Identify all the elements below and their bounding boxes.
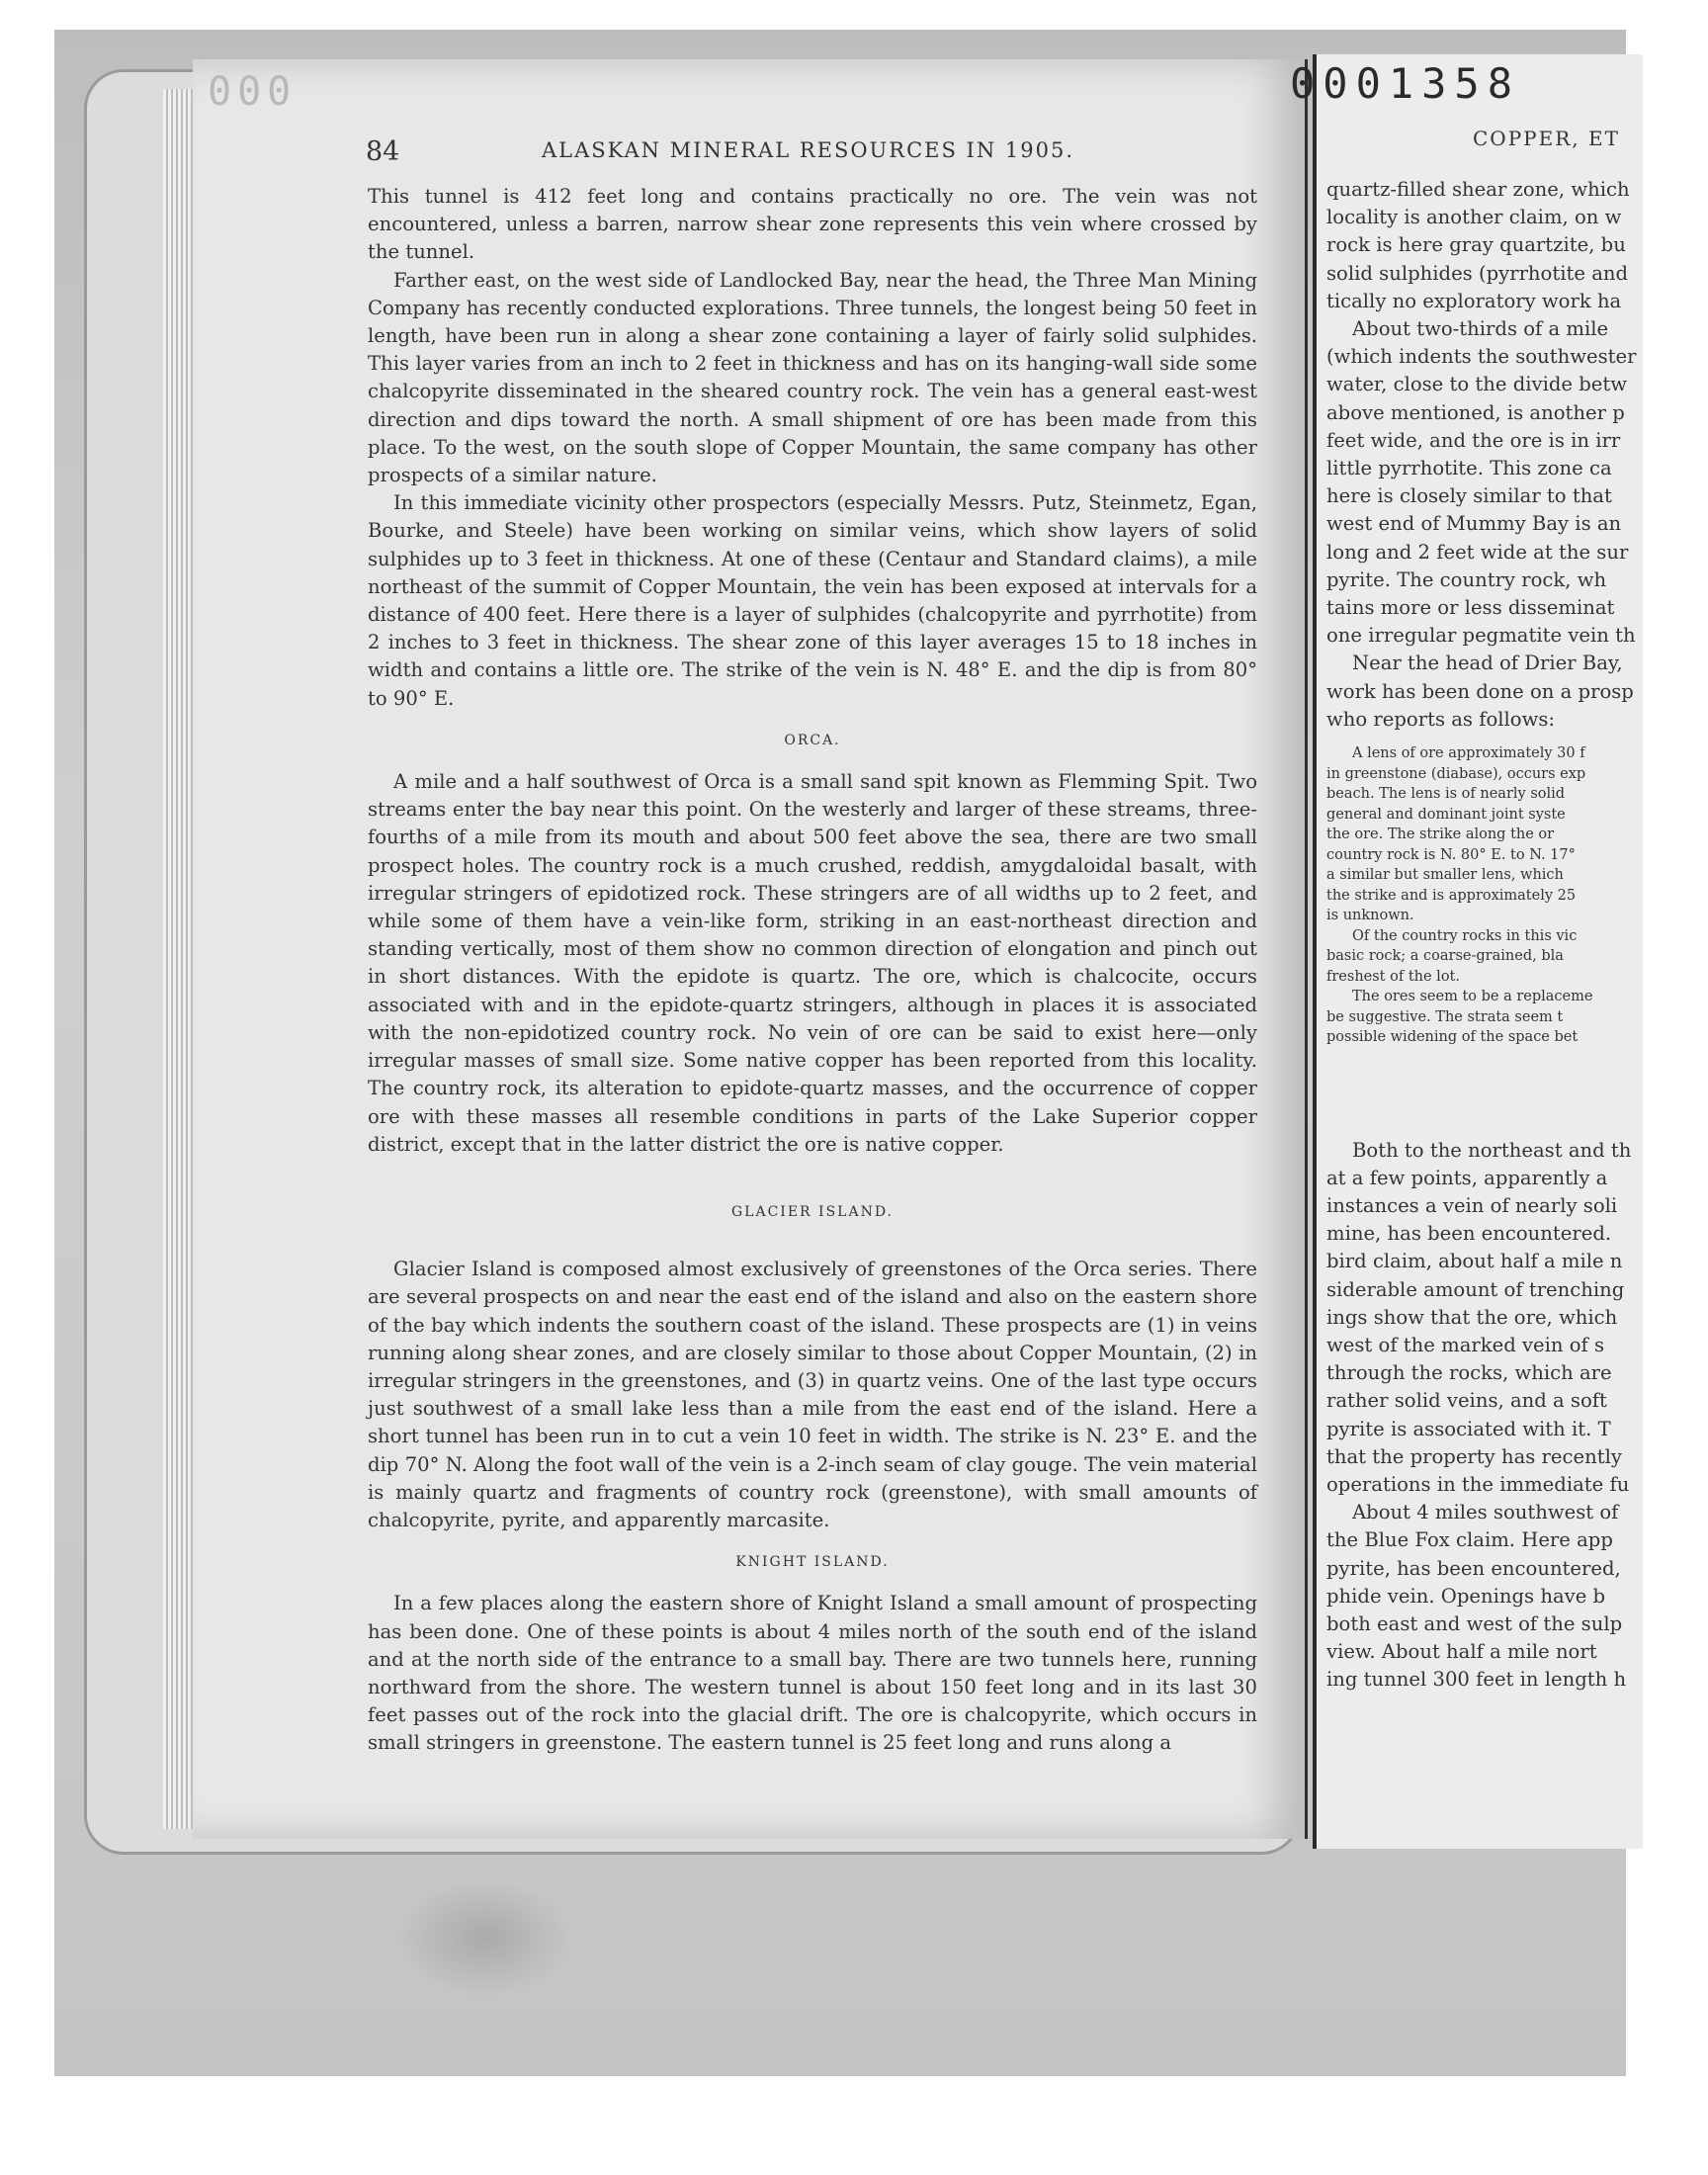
paragraph: This tunnel is 412 feet long and contains practically no ore. The vein was not encountered, unless a barren, narrow shear zone represents this vein where crossed by the tunnel. xyxy=(368,185,1257,264)
text-line: long and 2 feet wide at the sur xyxy=(1326,540,1629,564)
quoted-line: the ore. The strike along the or xyxy=(1326,826,1555,843)
text-line: About 4 miles southwest of xyxy=(1352,1501,1619,1524)
text-line: west of the marked vein of s xyxy=(1326,1333,1605,1356)
quoted-line: possible widening of the space bet xyxy=(1326,1029,1579,1046)
text-line: water, close to the divide betw xyxy=(1326,373,1628,396)
text-line: bird claim, about half a mile n xyxy=(1326,1250,1623,1273)
text-line: pyrite. The country rock, wh xyxy=(1326,567,1607,591)
text-line: Both to the northeast and th xyxy=(1352,1138,1632,1162)
text-line: phide vein. Openings have b xyxy=(1326,1584,1606,1608)
section-heading-knight-island: KNIGHT ISLAND. xyxy=(735,1554,890,1571)
clip-shadow xyxy=(395,1878,573,1997)
quoted-line: in greenstone (diabase), occurs exp xyxy=(1326,765,1586,782)
faded-stamp: 000 xyxy=(208,69,298,115)
text-line: view. About half a mile nort xyxy=(1326,1640,1597,1664)
text-line: (which indents the southwester xyxy=(1326,345,1637,369)
text-line: west end of Mummy Bay is an xyxy=(1326,512,1622,536)
page-number: 84 xyxy=(366,136,400,167)
quoted-line: general and dominant joint syste xyxy=(1326,806,1566,823)
text-line: little pyrrhotite. This zone ca xyxy=(1326,457,1612,480)
text-line: through the rocks, which are xyxy=(1326,1361,1612,1385)
right-page-text xyxy=(1326,176,1643,1695)
text-line: Near the head of Drier Bay, xyxy=(1352,652,1623,675)
spacer xyxy=(1326,1048,1643,1137)
text-line: rather solid veins, and a soft xyxy=(1326,1389,1607,1413)
text-line: the Blue Fox claim. Here app xyxy=(1326,1528,1613,1552)
text-line: pyrite, has been encountered, xyxy=(1326,1556,1621,1580)
paragraph: In a few places along the eastern shore of Knight Island a small amount of prospecting has been done. One of these points is about 4 miles north of the south end of the island and at the north side of the entrance to a small bay. There are two tunnels here, running northward from the shore. The western tunnel is about 150 feet long and in its last 30 feet passes out of the rock into the glacial drift. The ore is chalcopyrite, which occurs in small stringers in greenstone. The eastern tunnel is 25 feet long and runs along a xyxy=(368,1592,1257,1755)
text-line: About two-thirds of a mile xyxy=(1352,317,1609,341)
quoted-line: the strike and is approximately 25 xyxy=(1326,887,1577,904)
text-line: locality is another claim, on w xyxy=(1326,206,1622,229)
text-line: rock is here gray quartzite, bu xyxy=(1326,233,1626,257)
section-heading-orca: ORCA. xyxy=(784,732,841,748)
text-line: above mentioned, is another p xyxy=(1326,400,1625,424)
paragraph: Farther east, on the west side of Landlocked Bay, near the head, the Three Man Mining Company has recently conducted explorations. Three tunnels, the longest being 50 feet in length, have been run in along a shear zone containing a layer of fairly solid sulphides. This layer varies from an inch to 2 feet in thickness and has on its hanging-wall side some chalcopyrite disseminated in the sheared country rock. The vein has a general east-west direction and dips toward the north. A small shipment of ore has been made from this place. To the west, on the south slope of Copper Mountain, the same company has other prospects of a similar nature. xyxy=(368,268,1257,487)
quoted-line: Of the country rocks in this vic xyxy=(1352,927,1578,944)
left-page-text xyxy=(368,183,1257,1758)
text-line: who reports as follows: xyxy=(1326,707,1556,731)
text-line: here is closely similar to that xyxy=(1326,484,1612,508)
section-heading-glacier-island: GLACIER ISLAND. xyxy=(731,1203,894,1220)
text-line: tains more or less disseminat xyxy=(1326,596,1615,620)
text-line: instances a vein of nearly soli xyxy=(1326,1193,1618,1217)
right-running-head: COPPER, ET xyxy=(1473,127,1620,150)
quoted-line: a similar but smaller lens, which xyxy=(1326,867,1564,884)
text-line: both east and west of the sulp xyxy=(1326,1612,1623,1636)
text-line: that the property has recently xyxy=(1326,1444,1622,1468)
quoted-line: freshest of the lot. xyxy=(1326,968,1460,985)
text-line: quartz-filled shear zone, which xyxy=(1326,178,1630,201)
quoted-line: basic rock; a coarse-grained, bla xyxy=(1326,948,1564,965)
text-line: ing tunnel 300 feet in length h xyxy=(1326,1668,1627,1692)
text-line: tically no exploratory work ha xyxy=(1326,289,1622,312)
quoted-line: beach. The lens is of nearly solid xyxy=(1326,786,1566,803)
quoted-line: be suggestive. The strata seem t xyxy=(1326,1008,1564,1025)
text-line: at a few points, apparently a xyxy=(1326,1166,1608,1189)
text-line: one irregular pegmatite vein th xyxy=(1326,624,1636,648)
paragraph: Glacier Island is composed almost exclusively of greenstones of the Orca series. There are several prospects on and near the east end of the island and also on the eastern shore of the bay which indents the southern coast of the island. These prospects are (1) in veins running along shear zones, and are closely similar to those about Copper Mountain, (2) in irregular stringers in the greenstones, and (3) in quartz veins. One of the last type occurs just southwest of a small lake less than a mile from the east end of the island. Here a short tunnel has been run in to cut a vein 10 feet in width. The strike is N. 23° E. and the dip 70° N. Along the foot wall of the vein is a 2-inch seam of clay gouge. The vein material is mainly quartz and fragments of country rock (greenstone), with small amounts of chalcopyrite, pyrite, and apparently marcasite. xyxy=(368,1258,1257,1531)
quoted-line: country rock is N. 80° E. to N. 17° xyxy=(1326,846,1576,863)
quoted-line: A lens of ore approximately 30 f xyxy=(1352,745,1585,762)
document-number-stamp: 0001358 xyxy=(1290,59,1521,108)
spacer xyxy=(1326,734,1643,743)
text-line: operations in the immediate fu xyxy=(1326,1473,1630,1496)
paragraph: In this immediate vicinity other prospectors (especially Messrs. Putz, Steinmetz, Egan, Bourke, and Steele) have been working on similar veins, which show layers of solid sulphides up to 3 feet in thickness. At one of these (Centaur and Standard claims), a mile northeast of the summit of Copper Mountain, the vein has been exposed at intervals for a distance of 400 feet. Here there is a layer of sulphides (chalcopyrite and pyrrhotite) from 2 inches to 3 feet in thickness. The shear zone of this layer averages 15 to 18 inches in width and contains a little ore. The strike of the vein is N. 48° E. and the dip is from 80° to 90° E. xyxy=(368,491,1257,710)
text-line: work has been done on a prosp xyxy=(1326,679,1634,703)
text-line: mine, has been encountered. xyxy=(1326,1222,1612,1246)
running-head: ALASKAN MINERAL RESOURCES IN 1905. xyxy=(542,138,1074,162)
text-line: pyrite is associated with it. T xyxy=(1326,1417,1611,1440)
text-line: solid sulphides (pyrrhotite and xyxy=(1326,261,1629,285)
paragraph: A mile and a half southwest of Orca is a small sand spit known as Flemming Spit. Two streams enter the bay near this point. On the westerly and larger of these streams, three-fourths of a mile from its mouth and about 500 feet above the sea, there are two small prospect holes. The country rock is a much crushed, reddish, amygdaloidal basalt, with irregular stringers of epidotized rock. These stringers are of all widths up to 2 feet, and while some of them have a vein-like form, striking in an east-northeast direction and standing vertically, most of them show no common direction of elongation and pinch out in short distances. With the epidote is quartz. The ore, which is chalcocite, occurs associated with and in the epidote-quartz stringers, although in places it is associated with the non-epidotized country rock. No vein of ore can be said to exist here—only irregular masses of small size. Some native copper has been reported from this locality. The country rock, its alteration to epidote-quartz masses, and the occurrence of copper ore with these masses all resemble conditions in parts of the Lake Superior copper district, except that in the latter district the ore is native copper. xyxy=(368,770,1257,1156)
quoted-line: The ores seem to be a replaceme xyxy=(1352,989,1593,1005)
text-line: feet wide, and the ore is in irr xyxy=(1326,428,1621,452)
text-line: ings show that the ore, which xyxy=(1326,1305,1618,1329)
text-line: siderable amount of trenching xyxy=(1326,1277,1625,1301)
quoted-line: is unknown. xyxy=(1326,908,1414,924)
